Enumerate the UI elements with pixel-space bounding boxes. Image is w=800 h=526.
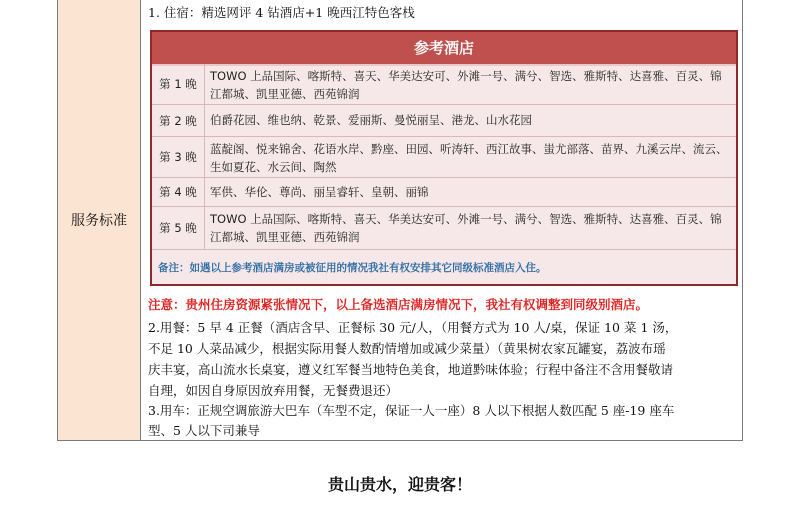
hotel-note: 备注：如遇以上参考酒店满房或被征用的情况我社有权安排其它同级标准酒店入住。 — [158, 262, 547, 274]
meals-line: 不足 10 人菜品减少，根据实际用餐人数酌情增加或减少菜量）（黄果树农家瓦罐宴，荔波布瑶 — [148, 341, 666, 356]
hotel-row-names: TOWO 上品国际、喀斯特、喜天、华美达安可、外滩一号、满兮、智选、雅斯特、达喜雅、百灵、锦江都城、凯里亚德、西苑锦润 — [210, 212, 722, 244]
hotel-row-names: TOWO 上品国际、喀斯特、喜天、华美达安可、外滩一号、满兮、智选、雅斯特、达喜雅、百灵、锦江都城、凯里亚德、西苑锦润 — [210, 69, 722, 101]
hotel-reference-table — [150, 30, 738, 286]
label-text: 服务标准 — [71, 213, 127, 229]
meals-line: 2.用餐：5 早 4 正餐（酒店含早、正餐标 30 元/人，（用餐方式为 10 人/桌，保证 10 菜 1 汤， — [148, 320, 678, 335]
hotel-row — [152, 137, 736, 178]
car-line: 型、5 人以下司兼导 — [148, 423, 260, 438]
hotel-row-day: 第 4 晚 — [152, 178, 205, 206]
warning-line: 注意：贵州住房资源紧张情况下，以上备选酒店满房情况下，我社有权调整到同级别酒店。 — [148, 297, 649, 312]
label-cell — [58, 0, 141, 440]
hotel-table-title: 参考酒店 — [152, 32, 736, 66]
meals-line: 庆丰宴，高山流水长桌宴，遵义红军餐当地特色美食，地道黔味体验；行程中备注不含用餐敬请 — [148, 362, 674, 377]
hotel-row — [152, 178, 736, 207]
hotel-row — [152, 64, 736, 105]
car-line: 3.用车：正规空调旅游大巴车（车型不定，保证一人一座）8 人以下根据人数匹配 5 座-19 座车 — [148, 403, 675, 418]
hotel-row-day: 第 2 晚 — [152, 105, 205, 136]
hotel-row-day: 第 5 晚 — [152, 207, 205, 249]
footer-slogan: 贵山贵水，迎贵客！ — [327, 475, 472, 494]
content-cell — [142, 0, 740, 440]
meals-line: 自理，如因自身原因放弃用餐，无餐费退还） — [148, 383, 399, 398]
hotel-row-names: 蓝靛阁、悦来锦舍、花语水岸、黔座、田园、听涛轩、西江故事、蚩尤部落、苗界、九溪云岸、流云、生如夏花、水云间、陶然 — [210, 142, 728, 174]
hotel-row-day: 第 3 晚 — [152, 137, 205, 177]
accommodation-line: 1. 住宿：精选网评 4 钻酒店+1 晚西江特色客栈 — [148, 5, 415, 20]
service-standard-table — [57, 0, 743, 441]
hotel-row-names: 军供、华伦、尊尚、丽呈睿轩、皇朝、丽锦 — [210, 185, 429, 199]
hotel-row — [152, 207, 736, 250]
hotel-row-day: 第 1 晚 — [152, 64, 205, 104]
hotel-row — [152, 105, 736, 137]
hotel-row-names: 伯爵花园、维也纳、乾景、爱丽斯、曼悦丽呈、港龙、山水花园 — [210, 113, 532, 127]
